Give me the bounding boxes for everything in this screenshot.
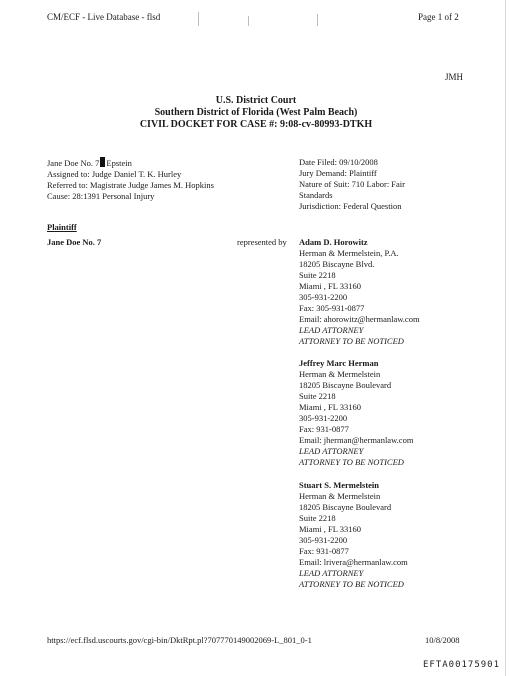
footer-date: 10/8/2008: [425, 635, 460, 645]
date-filed: Date Filed: 09/10/2008: [299, 157, 378, 167]
attorney-suite: Suite 2218: [299, 513, 336, 523]
attorney-role-noticed: ATTORNEY TO BE NOTICED: [299, 457, 404, 467]
nature-of-suit: Nature of Suit: 710 Labor: Fair: [299, 179, 405, 189]
assigned-judge: Assigned to: Judge Daniel T. K. Hurley: [47, 169, 182, 179]
attorney-phone: 305-931-2200: [299, 292, 348, 302]
attorney-firm: Herman & Mermelstein, P.A.: [299, 248, 399, 258]
attorney-fax: Fax: 305-931-0877: [299, 303, 365, 313]
scan-mark: [248, 16, 249, 26]
attorney-role-noticed: ATTORNEY TO BE NOTICED: [299, 579, 404, 589]
attorney-suite: Suite 2218: [299, 270, 336, 280]
attorney-block: [299, 480, 408, 590]
judge-initials: JMH: [445, 72, 464, 82]
scan-mark: [198, 12, 199, 26]
scan-mark: [317, 14, 318, 26]
attorney-role-lead: LEAD ATTORNEY: [299, 446, 364, 456]
case-info-left: [47, 157, 214, 202]
attorney-phone: 305-931-2200: [299, 413, 348, 423]
attorney-firm: Herman & Mermelstein: [299, 491, 381, 501]
page-header-right: Page 1 of 2: [418, 12, 459, 22]
attorney-role-noticed: ATTORNEY TO BE NOTICED: [299, 336, 404, 346]
attorney-fax: Fax: 931-0877: [299, 424, 349, 434]
plaintiff-heading: Plaintiff: [47, 222, 77, 232]
attorney-name: Jeffrey Marc Herman: [299, 358, 379, 368]
attorney-phone: 305-931-2200: [299, 535, 348, 545]
attorney-name: Adam D. Horowitz: [299, 237, 368, 247]
redaction-box: [100, 157, 105, 167]
attorney-city: Miami , FL 33160: [299, 402, 362, 412]
court-district: Southern District of Florida (West Palm Beach): [154, 107, 358, 118]
attorney-role-lead: LEAD ATTORNEY: [299, 325, 364, 335]
case-info-right: [299, 157, 405, 212]
jurisdiction: Jurisdiction: Federal Question: [299, 201, 402, 211]
docket-title: CIVIL DOCKET FOR CASE #: 9:08-cv-80993-DTKH: [139, 119, 373, 130]
document-id: EFTA00175901: [423, 660, 501, 670]
attorney-city: Miami , FL 33160: [299, 281, 362, 291]
attorney-street: 18205 Biscayne Blvd.: [299, 259, 375, 269]
attorney-block: [299, 358, 413, 468]
nature-of-suit-cont: Standards: [299, 190, 333, 200]
footer-url: https://ecf.flsd.uscourts.gov/cgi-bin/DktRpt.pl?707770149002069-L_801_0-1: [47, 635, 312, 645]
page-header-left: CM/ECF - Live Database - flsd: [47, 12, 161, 22]
attorney-email: Email: lrivera@hermanlaw.com: [299, 557, 408, 567]
represented-by-label: represented by: [237, 237, 287, 247]
attorney-street: 18205 Biscayne Boulevard: [299, 380, 392, 390]
court-name: U.S. District Court: [215, 95, 297, 106]
jury-demand: Jury Demand: Plaintiff: [299, 168, 377, 178]
attorney-block: [299, 237, 420, 347]
attorney-email: Email: ahorowitz@hermanlaw.com: [299, 314, 420, 324]
plaintiff-name: Jane Doe No. 7: [47, 237, 102, 247]
attorney-role-lead: LEAD ATTORNEY: [299, 568, 364, 578]
attorney-suite: Suite 2218: [299, 391, 336, 401]
attorney-email: Email: jherman@hermanlaw.com: [299, 435, 414, 445]
cause: Cause: 28:1391 Personal Injury: [47, 191, 155, 201]
attorney-name: Stuart S. Mermelstein: [299, 480, 380, 490]
attorney-fax: Fax: 931-0877: [299, 546, 349, 556]
attorney-street: 18205 Biscayne Boulevard: [299, 502, 392, 512]
attorney-firm: Herman & Mermelstein: [299, 369, 381, 379]
attorney-city: Miami , FL 33160: [299, 524, 362, 534]
referred-judge: Referred to: Magistrate Judge James M. Hopkins: [47, 180, 214, 190]
case-caption: Jane Doe No. 7 Epstein: [47, 158, 132, 168]
